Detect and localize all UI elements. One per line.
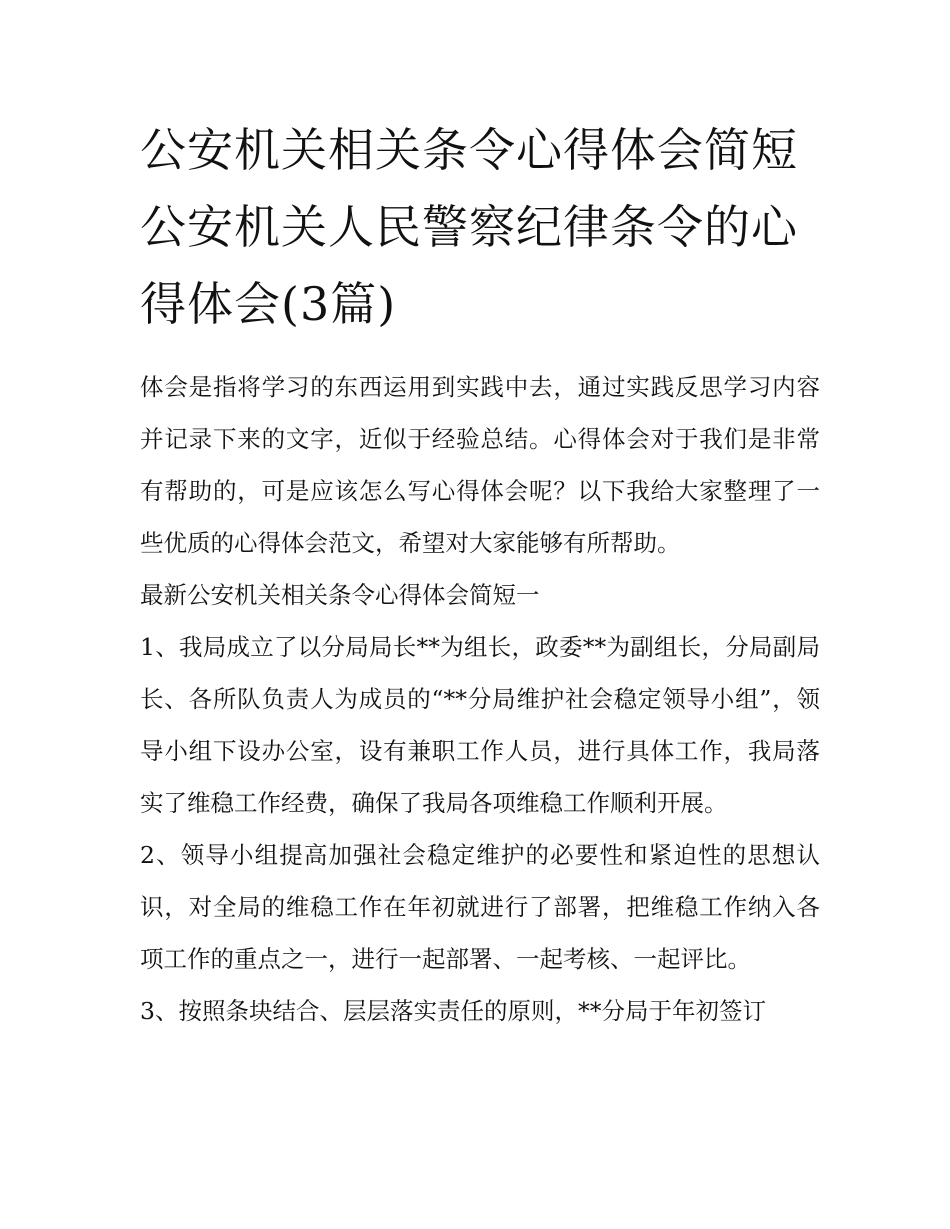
section-heading: 最新公安机关相关条令心得体会简短一: [140, 581, 540, 609]
item-2-paragraph: 2、领导小组提高加强社会稳定维护的必要性和紧迫性的思想认识，对全局的维稳工作在年初就进行了部署，把维稳工作纳入各项工作的重点之一，进行一起部署、一起考核、一起评比。: [140, 841, 820, 973]
intro-paragraph: 体会是指将学习的东西运用到实践中去，通过实践反思学习内容并记录下来的文字，近似于经验总结。心得体会对于我们是非常有帮助的，可是应该怎么写心得体会呢？以下我给大家整理了一些优质的心得体会范文，希望对大家能够有所帮助。: [140, 373, 820, 557]
document-title: 公安机关相关条令心得体会简短 公安机关人民警察纪律条令的心得体会(3篇): [140, 123, 798, 331]
item-3-paragraph: 3、按照条块结合、层层落实责任的原则，**分局于年初签订: [140, 997, 766, 1025]
document-body: [140, 112, 820, 1037]
item-1-paragraph: 1、我局成立了以分局局长**为组长，政委**为副组长，分局副局长、各所队负责人为成员的“**分局维护社会稳定领导小组”，领导小组下设办公室，设有兼职工作人员，进行具体工作，我局落实了维稳工作经费，确保了我局各项维稳工作顺利开展。: [140, 633, 820, 817]
